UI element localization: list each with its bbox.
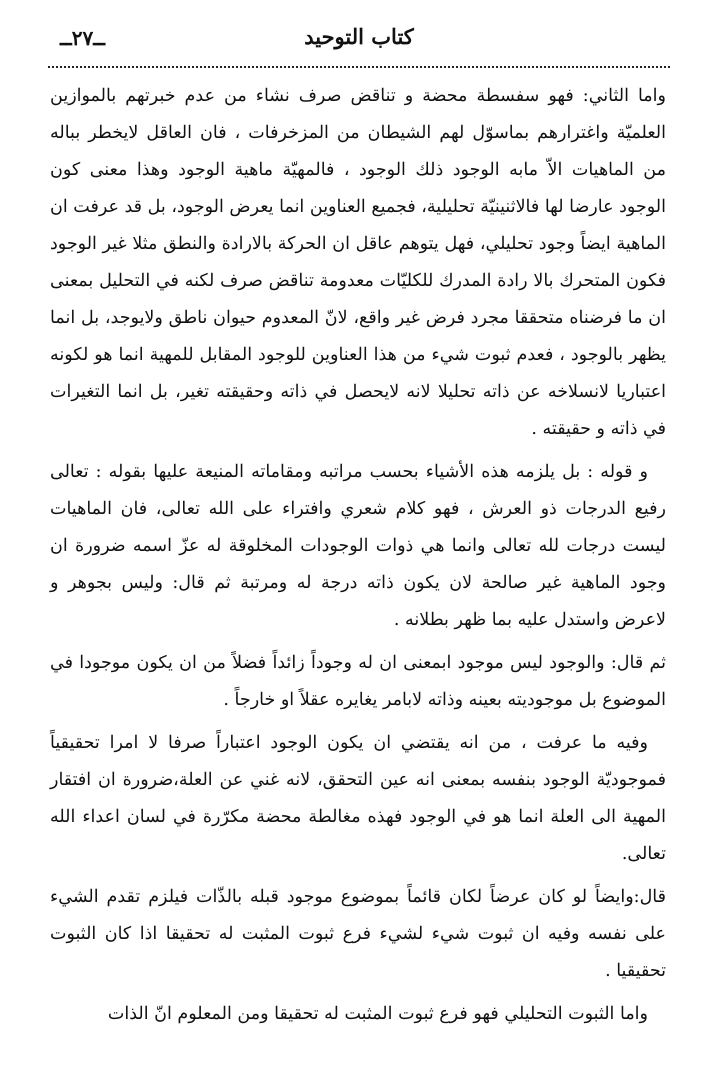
body-text bbox=[50, 78, 666, 1039]
paragraph-4: وفيه ما عرفت ، من انه يقتضي ان يكون الوجود اعتباراً صرفا لا امرا تحقيقياً فموجوديّة الوجود بنفسه بمعنى انه عين التحقق، لانه غني عن العلة،ضرورة ان افتقار المهية الى العلة انما هو في الوجود فهذه مغالطة محضة مكرّرة في لسان اعداء الله تعالى. bbox=[50, 733, 666, 864]
page-number: ــ٢٧ــ bbox=[60, 26, 105, 50]
paragraph-1: واما الثاني: فهو سفسطة محضة و تناقض صرف نشاء من عدم خبرتهم بالموازين العلميّة واغترارهم بماسوّل لهم الشيطان من المزخرفات ، فان العاقل لايخطر بباله من الماهيات الاّ مابه الوجود ذلك الوجود ، فالمهيّة ماهية الوجود وهذا معنى كون الوجود عارضا لها فالاثنينيّة تحليلية، فجميع العناوين انما يعرض الوجود، بل قد عرفت ان الماهية ايضاً وجود تحليلي، فهل يتوهم عاقل ان الحركة بالارادة والنطق مثلا غير الوجود فكون المتحرك بالا رادة المدرك للكليّات معدومة تناقض صرف لكنه في التحليل بمعنى ان ما فرضناه متحققا مجرد فرض غير واقع، لانّ المعدوم حيوان ناطق ولايوجد، بل انما يظهر بالوجود ، فعدم ثبوت شيء من هذا العناوين للوجود المقابل للمهية انما هو لكونه اعتباريا لانسلاخه عن ذاته تحليلا لانه لايحصل في ذاته وحقيقته تغير، بل انما التغيرات في ذاته و حقيقته . bbox=[50, 86, 666, 439]
paragraph-2: و قوله : بل يلزمه هذه الأشياء بحسب مراتبه ومقاماته المنيعة عليها بقوله : تعالى رفيع الدرجات ذو العرش ، فهو كلام شعري وافتراء على الله تعالى، فان الماهيات ليست درجات لله تعالى وانما هي ذوات الوجودات المخلوقة له عزّ اسمه ضرورة ان وجود الماهية غير صالحة لان يكون ذاته درجة له ومرتبة ثم قال: وليس بجوهر و لاعرض واستدل عليه بما ظهر بطلانه . bbox=[50, 462, 666, 630]
paragraph-3: ثم قال: والوجود ليس موجود ابمعنى ان له وجوداً زائداً فضلاً من ان يكون موجودا في الموضوع بل موجوديته بعينه وذاته لابامر يغايره عقلاً او خارجاً . bbox=[50, 653, 666, 710]
book-title: كتاب التوحيد bbox=[304, 24, 414, 49]
paragraph-5: قال:وايضاً لو كان عرضاً لكان قائماً بموضوع موجود قبله بالذّات فيلزم تقدم الشيء على نفسه وفيه ان ثبوت شيء لشيء فرع ثبوت المثبت له تحقيقا اذا كان الثبوت تحقيقيا . bbox=[50, 887, 666, 981]
paragraph-6: واما الثبوت التحليلي فهو فرع ثبوت المثبت له تحقيقا ومن المعلوم انّ الذات bbox=[107, 1004, 648, 1024]
page-header bbox=[60, 20, 658, 60]
header-divider bbox=[48, 66, 670, 68]
